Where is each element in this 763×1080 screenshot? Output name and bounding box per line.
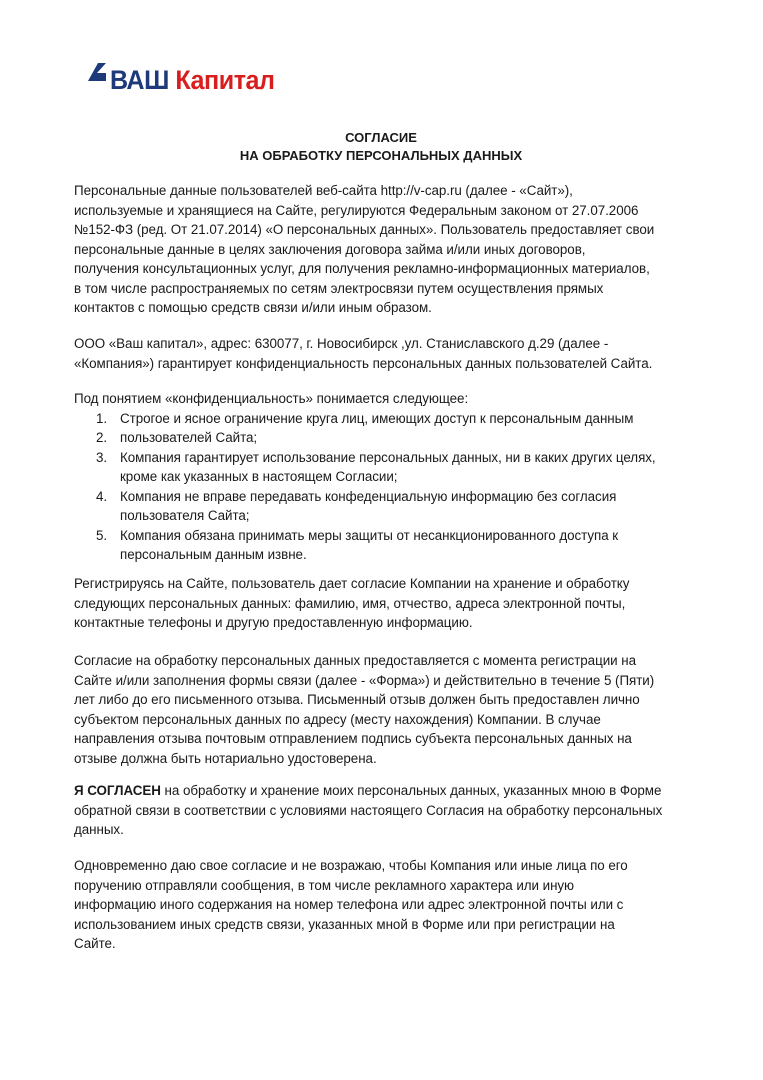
title-line-2: НА ОБРАБОТКУ ПЕРСОНАЛЬНЫХ ДАННЫХ (239, 148, 523, 163)
paragraph-line: персональные данные в целях заключения договора займа и/или иных договоров, (74, 241, 586, 257)
title-line-1: СОГЛАСИЕ (345, 130, 417, 145)
company-logo (84, 58, 287, 102)
paragraph-line: отзыве должна быть нотариально удостоверена. (74, 750, 377, 766)
list-item-text: Компания не вправе передавать конфеденциальную информацию без согласия (120, 488, 617, 504)
paragraph-line: в том числе распространяемых по сетям электросвязи путем осуществления прямых (74, 280, 604, 296)
paragraph-company (74, 334, 694, 373)
list-item (74, 526, 694, 565)
paragraph-consent-term (74, 651, 694, 768)
confidentiality-list (74, 409, 694, 565)
paragraph-line: следующих персональных данных: фамилию, имя, отчество, адреса электронной почты, (74, 595, 626, 611)
paragraph-line: данных. (74, 822, 124, 837)
paragraph-line: Персональные данные пользователей веб-сайта http://v-cap.ru (далее - «Сайт»), (74, 183, 573, 198)
paragraph-line: ООО «Ваш капитал», адрес: 630077, г. Новосибирск ,ул. Станиславского д.29 (далее - (74, 336, 609, 351)
list-item-text: Компания обязана принимать меры защиты от несанкционированного доступа к (120, 527, 619, 543)
paragraph-line: Одновременно даю свое согласие и не возражаю, чтобы Компания или иные лица по его (74, 858, 628, 873)
paragraph-line: Согласие на обработку персональных данных предоставляется с момента регистрации на (74, 653, 636, 668)
paragraph-line: Сайте. (74, 936, 116, 951)
paragraph-line: информацию иного содержания на номер телефона или адрес электронной почты или с (74, 897, 624, 912)
agreement-bold-lead: Я СОГЛАСЕН (74, 783, 161, 798)
list-item-text: Компания гарантирует использование персональных данных, ни в каких других целях, (120, 449, 656, 465)
paragraph-line: поручению отправляли сообщения, в том числе рекламного характера или иную (74, 877, 575, 893)
paragraph-line: «Компания») гарантирует конфиденциальность персональных данных пользователей Сайта. (74, 355, 653, 371)
paragraph-line: использованием иных средств связи, указанных мной в Форме или при регистрации на (74, 916, 615, 932)
list-item-text: Строгое и ясное ограничение круга лиц, имеющих доступ к персональным данным (120, 410, 634, 426)
logo-arrow-mark (84, 61, 108, 99)
list-item-number: 1. (96, 410, 108, 426)
logo-text (110, 64, 275, 95)
paragraph-line: субъектом персональных данных по адресу (месту нахождения) Компании. В случае (74, 711, 601, 727)
list-item-text: пользователя Сайта; (120, 508, 250, 523)
paragraph-line: контактные телефоны и другую предоставленную информацию. (74, 615, 473, 630)
paragraph-agreement (74, 781, 694, 840)
paragraph-line: №152-ФЗ (ред. От 21.07.2014) «О персональных данных». Пользователь предоставляет свои (74, 222, 655, 237)
list-item-text: кроме как указанных в настоящем Согласии; (120, 469, 398, 484)
paragraph-registration (74, 574, 694, 633)
list-item (74, 487, 694, 526)
paragraph-line: контактов с помощью средств связи и/или иным образом. (74, 300, 432, 315)
logo-word-kapital: Капитал (175, 64, 275, 95)
paragraph-line: используемые и хранящиеся на Сайте, регулируются Федеральным законом от 27.07.2006 (74, 202, 639, 218)
paragraph-line (74, 781, 694, 801)
list-item-number: 4. (96, 488, 108, 504)
logo-word-vash: ВАШ (110, 64, 169, 95)
list-intro: Под понятием «конфиденциальность» понимается следующее: (74, 391, 469, 406)
document-title (74, 129, 688, 165)
list-item-number: 3. (96, 449, 108, 465)
paragraph-line: обратной связи в соответствии с условиями настоящего Согласия на обработку персональных (74, 802, 663, 818)
list-item (74, 409, 694, 429)
paragraph-confidentiality (74, 389, 694, 565)
list-item-text: пользователей Сайта; (120, 430, 258, 445)
list-item-number: 2. (96, 430, 108, 445)
paragraph-site-data (74, 181, 694, 318)
paragraph-line: Сайте и/или заполнения формы связи (далее - «Форма») и действительно в течение 5 (Пяти) (74, 672, 655, 688)
paragraph-line: лет либо до его письменного отзыва. Письменный отзыв должен быть предоставлен лично (74, 692, 640, 707)
paragraph-messaging-consent (74, 856, 694, 954)
paragraph-line: направления отзыва почтовым отправлением подпись субъекта персональных данных на (74, 731, 632, 746)
paragraph-line: получения консультационных услуг, для получения рекламно-информационных материалов, (74, 261, 650, 276)
list-item (74, 448, 694, 487)
list-item-text: персональным данным извне. (120, 547, 307, 562)
paragraph-line: Регистрируясь на Сайте, пользователь дает согласие Компании на хранение и обработку (74, 576, 630, 591)
list-item-number: 5. (96, 527, 108, 543)
agreement-line-rest: на обработку и хранение моих персональных данных, указанных мною в Форме (160, 783, 662, 798)
list-item (74, 428, 694, 448)
